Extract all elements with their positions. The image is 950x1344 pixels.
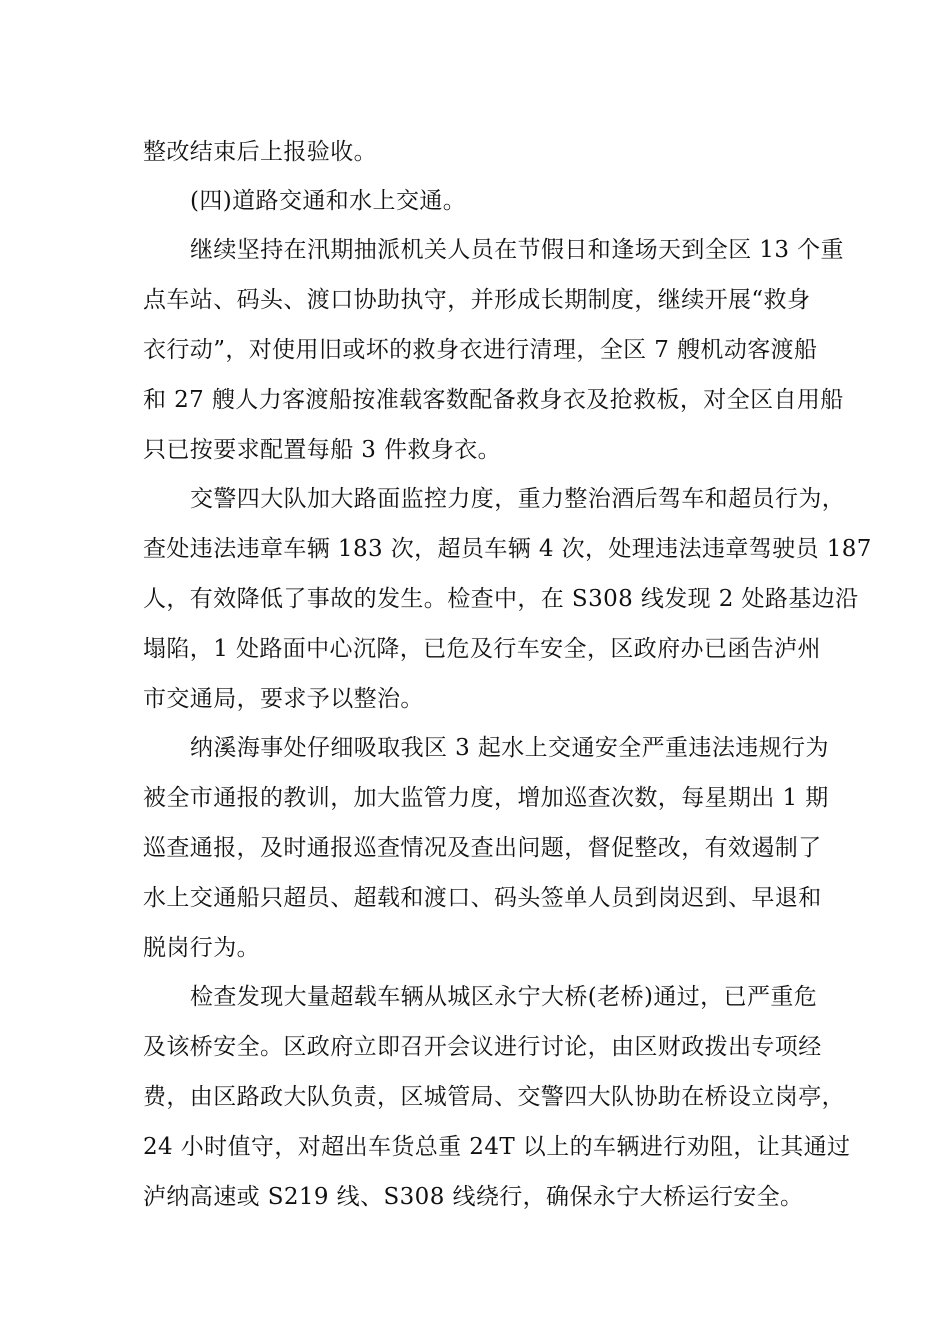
text-line: 衣行动”，对使用旧或坏的救身衣进行清理，全区 7 艘机动客渡船 <box>143 337 818 363</box>
text-line: 被全市通报的教训，加大监管力度，增加巡查次数，每星期出 1 期 <box>143 785 829 811</box>
text-line: 纳溪海事处仔细吸取我区 3 起水上交通安全严重违法违规行为 <box>190 735 829 761</box>
text-line: 及该桥安全。区政府立即召开会议进行讨论，由区财政拨出专项经 <box>143 1034 822 1060</box>
text-line: 24 小时值守，对超出车货总重 24T 以上的车辆进行劝阻，让其通过 <box>143 1134 851 1160</box>
text-line: 泸纳高速或 S219 线、S308 线绕行，确保永宁大桥运行安全。 <box>143 1184 804 1210</box>
text-line: 人，有效降低了事故的发生。检查中，在 S308 线发现 2 处路基边沿 <box>143 586 859 612</box>
text-line: 整改结束后上报验收。 <box>143 139 377 165</box>
text-line: 塌陷，1 处路面中心沉降，已危及行车安全，区政府办已函告泸州 <box>143 636 821 662</box>
section-heading: (四)道路交通和水上交通。 <box>190 188 467 214</box>
text-line: 巡查通报，及时通报巡查情况及查出问题，督促整改，有效遏制了 <box>143 835 822 861</box>
text-line: 市交通局，要求予以整治。 <box>143 686 424 712</box>
text-line: 只已按要求配置每船 3 件救身衣。 <box>143 437 502 463</box>
text-line: 和 27 艘人力客渡船按准载客数配备救身衣及抢救板，对全区自用船 <box>143 387 844 413</box>
text-line: 水上交通船只超员、超载和渡口、码头签单人员到岗迟到、早退和 <box>143 885 822 911</box>
text-line: 费，由区路政大队负责，区城管局、交警四大队协助在桥设立岗亭， <box>143 1084 845 1110</box>
text-line: 脱岗行为。 <box>143 935 260 961</box>
text-line: 点车站、码头、渡口协助执守，并形成长期制度，继续开展“救身 <box>143 287 811 313</box>
text-line: 检查发现大量超载车辆从城区永宁大桥(老桥)通过，已严重危 <box>190 984 818 1010</box>
text-line: 查处违法违章车辆 183 次，超员车辆 4 次，处理违法违章驾驶员 187 <box>143 536 872 562</box>
text-line: 交警四大队加大路面监控力度，重力整治酒后驾车和超员行为， <box>190 486 846 512</box>
text-line: 继续坚持在汛期抽派机关人员在节假日和逢场天到全区 13 个重 <box>190 237 844 263</box>
